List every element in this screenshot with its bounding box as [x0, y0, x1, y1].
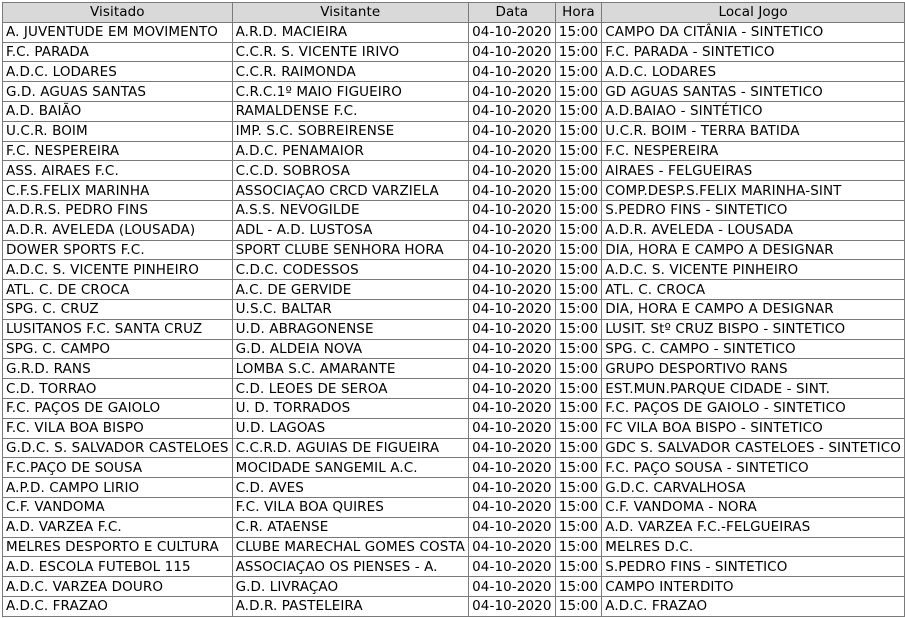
column-header-local-jogo: Local Jogo — [602, 3, 905, 23]
visitado-cell: A.D.C. VARZEA DOURO — [3, 577, 233, 597]
visitante-cell: C.R.C.1º MAIO FIGUEIRO — [232, 82, 468, 102]
visitante-cell: A.S.S. NEVOGILDE — [232, 200, 468, 220]
hora-cell: 15:00 — [555, 62, 602, 82]
hora-cell: 15:00 — [555, 22, 602, 42]
table-row — [3, 339, 905, 359]
data-cell: 04-10-2020 — [469, 379, 556, 399]
hora-cell: 15:00 — [555, 220, 602, 240]
table-row — [3, 280, 905, 300]
visitante-cell: C.R. ATAENSE — [232, 517, 468, 537]
local-jogo-cell: S.PEDRO FINS - SINTETICO — [602, 557, 905, 577]
hora-cell: 15:00 — [555, 82, 602, 102]
local-jogo-cell: GD AGUAS SANTAS - SINTETICO — [602, 82, 905, 102]
data-cell: 04-10-2020 — [469, 319, 556, 339]
visitado-cell: G.D.C. S. SALVADOR CASTELOES — [3, 438, 233, 458]
table-row — [3, 299, 905, 319]
visitado-cell: A.D.C. LODARES — [3, 62, 233, 82]
visitante-cell: A.C. DE GERVIDE — [232, 280, 468, 300]
data-cell: 04-10-2020 — [469, 339, 556, 359]
visitado-cell: A.D. BAIÃO — [3, 101, 233, 121]
visitado-cell: ATL. C. DE CROCA — [3, 280, 233, 300]
data-cell: 04-10-2020 — [469, 438, 556, 458]
visitado-cell: A.D.R. AVELEDA (LOUSADA) — [3, 220, 233, 240]
table-row — [3, 240, 905, 260]
visitado-cell: G.R.D. RANS — [3, 359, 233, 379]
column-header-hora: Hora — [555, 3, 602, 23]
visitado-cell: C.D. TORRAO — [3, 379, 233, 399]
visitado-cell: F.C. NESPEREIRA — [3, 141, 233, 161]
data-cell: 04-10-2020 — [469, 458, 556, 478]
local-jogo-cell: A.D.R. AVELEDA - LOUSADA — [602, 220, 905, 240]
column-header-data: Data — [469, 3, 556, 23]
visitado-cell: ASS. AIRAES F.C. — [3, 161, 233, 181]
visitado-cell: U.C.R. BOIM — [3, 121, 233, 141]
data-cell: 04-10-2020 — [469, 359, 556, 379]
local-jogo-cell: A.D.C. LODARES — [602, 62, 905, 82]
table-row — [3, 319, 905, 339]
visitante-cell: C.C.R. RAIMONDA — [232, 62, 468, 82]
data-cell: 04-10-2020 — [469, 497, 556, 517]
data-cell: 04-10-2020 — [469, 101, 556, 121]
hora-cell: 15:00 — [555, 319, 602, 339]
local-jogo-cell: S.PEDRO FINS - SINTETICO — [602, 200, 905, 220]
data-cell: 04-10-2020 — [469, 299, 556, 319]
local-jogo-cell: DIA, HORA E CAMPO A DESIGNAR — [602, 240, 905, 260]
visitado-cell: DOWER SPORTS F.C. — [3, 240, 233, 260]
local-jogo-cell: AIRAES - FELGUEIRAS — [602, 161, 905, 181]
visitado-cell: A.D. ESCOLA FUTEBOL 115 — [3, 557, 233, 577]
hora-cell: 15:00 — [555, 280, 602, 300]
visitante-cell: G.D. LIVRAÇAO — [232, 577, 468, 597]
table-body — [3, 22, 905, 616]
data-cell: 04-10-2020 — [469, 121, 556, 141]
hora-cell: 15:00 — [555, 141, 602, 161]
data-cell: 04-10-2020 — [469, 280, 556, 300]
hora-cell: 15:00 — [555, 121, 602, 141]
table-row — [3, 478, 905, 498]
data-cell: 04-10-2020 — [469, 161, 556, 181]
header-row — [3, 3, 905, 23]
local-jogo-cell: SPG. C. CAMPO - SINTETICO — [602, 339, 905, 359]
visitado-cell: A.P.D. CAMPO LIRIO — [3, 478, 233, 498]
local-jogo-cell: EST.MUN.PARQUE CIDADE - SINT. — [602, 379, 905, 399]
visitante-cell: F.C. VILA BOA QUIRES — [232, 497, 468, 517]
visitante-cell: C.C.R. S. VICENTE IRIVO — [232, 42, 468, 62]
visitado-cell: F.C. VILA BOA BISPO — [3, 418, 233, 438]
visitado-cell: C.F. VANDOMA — [3, 497, 233, 517]
visitante-cell: LOMBA S.C. AMARANTE — [232, 359, 468, 379]
visitante-cell: C.C.D. SOBROSA — [232, 161, 468, 181]
visitante-cell: C.D.C. CODESSOS — [232, 260, 468, 280]
visitante-cell: RAMALDENSE F.C. — [232, 101, 468, 121]
hora-cell: 15:00 — [555, 299, 602, 319]
visitante-cell: C.D. AVES — [232, 478, 468, 498]
local-jogo-cell: ATL. C. CROCA — [602, 280, 905, 300]
table-row — [3, 398, 905, 418]
hora-cell: 15:00 — [555, 557, 602, 577]
hora-cell: 15:00 — [555, 596, 602, 616]
data-cell: 04-10-2020 — [469, 82, 556, 102]
visitado-cell: A.D.R.S. PEDRO FINS — [3, 200, 233, 220]
visitante-cell: G.D. ALDEIA NOVA — [232, 339, 468, 359]
visitado-cell: A.D. VARZEA F.C. — [3, 517, 233, 537]
local-jogo-cell: CAMPO INTERDITO — [602, 577, 905, 597]
local-jogo-cell: F.C. PARADA - SINTETICO — [602, 42, 905, 62]
hora-cell: 15:00 — [555, 339, 602, 359]
hora-cell: 15:00 — [555, 398, 602, 418]
visitante-cell: SPORT CLUBE SENHORA HORA — [232, 240, 468, 260]
local-jogo-cell: A.D.C. FRAZAO — [602, 596, 905, 616]
local-jogo-cell: F.C. NESPEREIRA — [602, 141, 905, 161]
hora-cell: 15:00 — [555, 260, 602, 280]
visitado-cell: G.D. AGUAS SANTAS — [3, 82, 233, 102]
hora-cell: 15:00 — [555, 101, 602, 121]
hora-cell: 15:00 — [555, 497, 602, 517]
visitante-cell: A.D.R. PASTELEIRA — [232, 596, 468, 616]
data-cell: 04-10-2020 — [469, 141, 556, 161]
hora-cell: 15:00 — [555, 240, 602, 260]
data-cell: 04-10-2020 — [469, 62, 556, 82]
visitante-cell: U. D. TORRADOS — [232, 398, 468, 418]
hora-cell: 15:00 — [555, 379, 602, 399]
table-row — [3, 101, 905, 121]
table-row — [3, 141, 905, 161]
column-header-visitante: Visitante — [232, 3, 468, 23]
local-jogo-cell: A.D.C. S. VICENTE PINHEIRO — [602, 260, 905, 280]
hora-cell: 15:00 — [555, 161, 602, 181]
table-row — [3, 537, 905, 557]
local-jogo-cell: GDC S. SALVADOR CASTELOES - SINTETICO — [602, 438, 905, 458]
table-row — [3, 577, 905, 597]
hora-cell: 15:00 — [555, 577, 602, 597]
local-jogo-cell: COMP.DESP.S.FELIX MARINHA-SINT — [602, 181, 905, 201]
local-jogo-cell: MELRES D.C. — [602, 537, 905, 557]
data-cell: 04-10-2020 — [469, 478, 556, 498]
data-cell: 04-10-2020 — [469, 517, 556, 537]
visitante-cell: C.C.R.D. AGUIAS DE FIGUEIRA — [232, 438, 468, 458]
data-cell: 04-10-2020 — [469, 181, 556, 201]
hora-cell: 15:00 — [555, 359, 602, 379]
visitante-cell: ASSOCIAÇAO OS PIENSES - A. — [232, 557, 468, 577]
table-row — [3, 220, 905, 240]
hora-cell: 15:00 — [555, 42, 602, 62]
hora-cell: 15:00 — [555, 438, 602, 458]
local-jogo-cell: DIA, HORA E CAMPO A DESIGNAR — [602, 299, 905, 319]
visitado-cell: LUSITANOS F.C. SANTA CRUZ — [3, 319, 233, 339]
visitante-cell: C.D. LEOES DE SEROA — [232, 379, 468, 399]
visitante-cell: A.D.C. PENAMAIOR — [232, 141, 468, 161]
data-cell: 04-10-2020 — [469, 577, 556, 597]
visitante-cell: U.D. LAGOAS — [232, 418, 468, 438]
data-cell: 04-10-2020 — [469, 240, 556, 260]
table-row — [3, 458, 905, 478]
visitado-cell: F.C.PAÇO DE SOUSA — [3, 458, 233, 478]
hora-cell: 15:00 — [555, 537, 602, 557]
visitante-cell: ADL - A.D. LUSTOSA — [232, 220, 468, 240]
local-jogo-cell: GRUPO DESPORTIVO RANS — [602, 359, 905, 379]
visitante-cell: U.D. ABRAGONENSE — [232, 319, 468, 339]
visitante-cell: ASSOCIAÇAO CRCD VARZIELA — [232, 181, 468, 201]
table-row — [3, 42, 905, 62]
data-cell: 04-10-2020 — [469, 22, 556, 42]
table-row — [3, 517, 905, 537]
visitante-cell: A.R.D. MACIEIRA — [232, 22, 468, 42]
column-header-visitado: Visitado — [3, 3, 233, 23]
data-cell: 04-10-2020 — [469, 260, 556, 280]
visitado-cell: MELRES DESPORTO E CULTURA — [3, 537, 233, 557]
visitante-cell: U.S.C. BALTAR — [232, 299, 468, 319]
visitado-cell: A.D.C. S. VICENTE PINHEIRO — [3, 260, 233, 280]
local-jogo-cell: C.F. VANDOMA - NORA — [602, 497, 905, 517]
data-cell: 04-10-2020 — [469, 557, 556, 577]
local-jogo-cell: F.C. PAÇO SOUSA - SINTETICO — [602, 458, 905, 478]
hora-cell: 15:00 — [555, 418, 602, 438]
local-jogo-cell: CAMPO DA CITÂNIA - SINTETICO — [602, 22, 905, 42]
hora-cell: 15:00 — [555, 517, 602, 537]
visitante-cell: MOCIDADE SANGEMIL A.C. — [232, 458, 468, 478]
fixtures-table — [2, 2, 905, 617]
visitado-cell: A. JUVENTUDE EM MOVIMENTO — [3, 22, 233, 42]
visitante-cell: IMP. S.C. SOBREIRENSE — [232, 121, 468, 141]
table-row — [3, 497, 905, 517]
local-jogo-cell: F.C. PAÇOS DE GAIOLO - SINTETICO — [602, 398, 905, 418]
data-cell: 04-10-2020 — [469, 418, 556, 438]
visitado-cell: F.C. PAÇOS DE GAIOLO — [3, 398, 233, 418]
hora-cell: 15:00 — [555, 458, 602, 478]
table-row — [3, 596, 905, 616]
local-jogo-cell: U.C.R. BOIM - TERRA BATIDA — [602, 121, 905, 141]
visitado-cell: C.F.S.FELIX MARINHA — [3, 181, 233, 201]
local-jogo-cell: FC VILA BOA BISPO - SINTETICO — [602, 418, 905, 438]
data-cell: 04-10-2020 — [469, 200, 556, 220]
table-row — [3, 121, 905, 141]
visitado-cell: SPG. C. CRUZ — [3, 299, 233, 319]
data-cell: 04-10-2020 — [469, 220, 556, 240]
visitado-cell: A.D.C. FRAZAO — [3, 596, 233, 616]
local-jogo-cell: A.D. VARZEA F.C.-FELGUEIRAS — [602, 517, 905, 537]
table-row — [3, 181, 905, 201]
local-jogo-cell: G.D.C. CARVALHOSA — [602, 478, 905, 498]
table-row — [3, 200, 905, 220]
table-row — [3, 62, 905, 82]
visitante-cell: CLUBE MARECHAL GOMES COSTA — [232, 537, 468, 557]
visitado-cell: F.C. PARADA — [3, 42, 233, 62]
table-row — [3, 379, 905, 399]
data-cell: 04-10-2020 — [469, 537, 556, 557]
hora-cell: 15:00 — [555, 200, 602, 220]
data-cell: 04-10-2020 — [469, 596, 556, 616]
data-cell: 04-10-2020 — [469, 42, 556, 62]
table-row — [3, 260, 905, 280]
hora-cell: 15:00 — [555, 181, 602, 201]
table-row — [3, 82, 905, 102]
data-cell: 04-10-2020 — [469, 398, 556, 418]
table-row — [3, 359, 905, 379]
hora-cell: 15:00 — [555, 478, 602, 498]
visitado-cell: SPG. C. CAMPO — [3, 339, 233, 359]
table-row — [3, 438, 905, 458]
table-row — [3, 161, 905, 181]
table-row — [3, 22, 905, 42]
table-row — [3, 418, 905, 438]
local-jogo-cell: A.D.BAIAO - SINTÉTICO — [602, 101, 905, 121]
local-jogo-cell: LUSIT. Stº CRUZ BISPO - SINTETICO — [602, 319, 905, 339]
table-row — [3, 557, 905, 577]
